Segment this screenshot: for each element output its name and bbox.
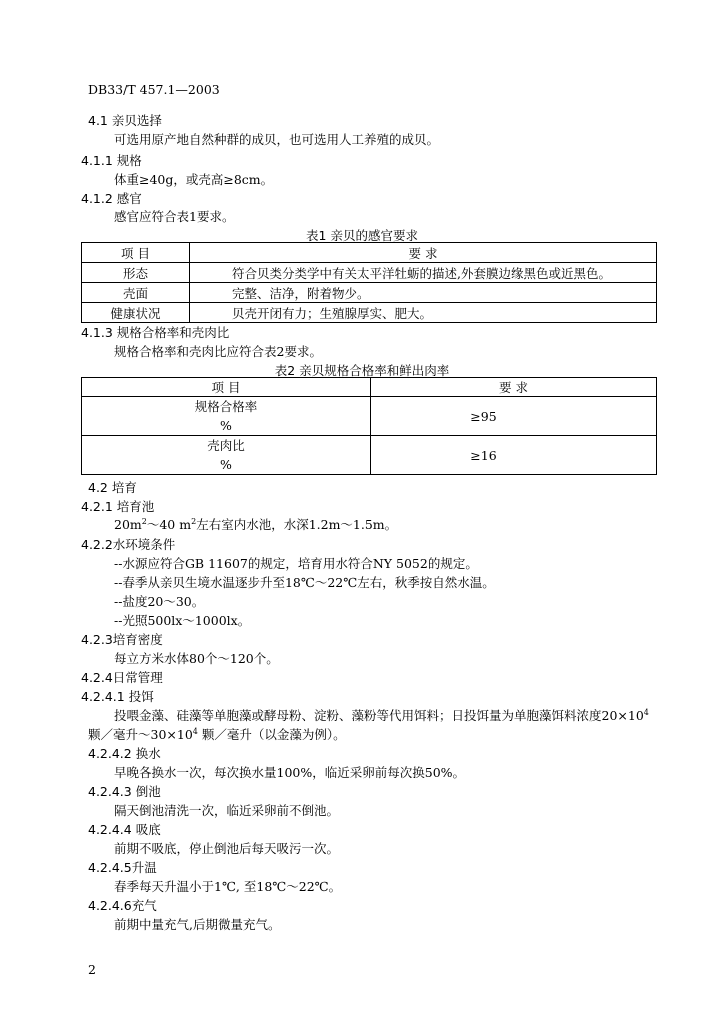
section-4-2-4-title: 4.2.4日常管理 bbox=[81, 670, 163, 685]
table-2-item-name: 规格合格率 bbox=[194, 399, 258, 414]
section-4-2-2-line: --春季从亲贝生境水温逐步升至18℃～22℃左右，秋季按自然水温。 bbox=[114, 575, 495, 590]
table-row bbox=[82, 263, 657, 283]
section-4-1-3-title: 4.1.3 规格合格率和壳肉比 bbox=[81, 325, 230, 340]
table-1-cell-item: 壳面 bbox=[82, 283, 190, 303]
table-1-cell-requirement: 符合贝类分类学中有关太平洋牡蛎的描述,外套膜边缘黑色或近黑色。 bbox=[190, 263, 657, 283]
table-2-item-name: 壳肉比 bbox=[207, 438, 245, 453]
section-4-2-2-line: --水源应符合GB 11607的规定，培育用水符合NY 5052的规定。 bbox=[114, 556, 478, 571]
section-4-1-2-title: 4.1.2 感官 bbox=[81, 191, 142, 206]
section-4-1-3-body: 规格合格率和壳肉比应符合表2要求。 bbox=[114, 344, 322, 359]
table-1-cell-item: 健康状况 bbox=[82, 303, 190, 323]
section-4-1-1-title: 4.1.1 规格 bbox=[81, 153, 142, 168]
table-2-item-unit: % bbox=[220, 457, 232, 472]
table-2-item-unit: % bbox=[220, 418, 232, 433]
table-row bbox=[82, 303, 657, 323]
table-row bbox=[82, 243, 657, 263]
section-4-1-title: 4.1 亲贝选择 bbox=[88, 113, 162, 128]
table-1 bbox=[81, 242, 657, 323]
superscript: 4 bbox=[643, 707, 649, 717]
section-4-2-4-1-line1 bbox=[114, 706, 649, 724]
text-run: 颗／毫升～30×10 bbox=[88, 727, 193, 742]
superscript: 2 bbox=[141, 516, 147, 526]
section-4-2-2-line: --盐度20～30。 bbox=[114, 594, 205, 609]
text-run: ～40 m bbox=[146, 517, 192, 532]
section-4-2-4-3-title: 4.2.4.3 倒池 bbox=[88, 784, 161, 799]
table-2 bbox=[81, 377, 657, 475]
document-code-header: DB33/T 457.1—2003 bbox=[88, 82, 220, 97]
section-4-2-4-1-title: 4.2.4.1 投饵 bbox=[81, 689, 154, 704]
page-number: 2 bbox=[88, 962, 96, 977]
section-4-1-1-body: 体重≥40g，或壳高≥8cm。 bbox=[114, 172, 274, 187]
section-4-2-4-5-body: 春季每天升温小于1℃, 至18℃～22℃。 bbox=[114, 879, 342, 894]
section-4-2-4-5-title: 4.2.4.5升温 bbox=[88, 860, 157, 875]
section-4-2-4-4-body: 前期不吸底，停止倒池后每天吸污一次。 bbox=[114, 841, 340, 856]
table-1-header-item: 项 目 bbox=[82, 243, 190, 263]
table-2-cell-value bbox=[371, 436, 657, 475]
table-2-cell-item bbox=[82, 397, 371, 436]
table-1-caption: 表1 亲贝的感官要求 bbox=[306, 228, 418, 243]
section-4-2-4-3-body: 隔天倒池清洗一次，临近采卵前不倒池。 bbox=[114, 803, 340, 818]
superscript: 2 bbox=[191, 516, 197, 526]
section-4-1-body: 可选用原产地自然种群的成贝，也可选用人工养殖的成贝。 bbox=[114, 132, 440, 147]
section-4-2-4-4-title: 4.2.4.4 吸底 bbox=[88, 822, 161, 837]
text-run: 左右室内水池，水深1.2m～1.5m。 bbox=[196, 517, 398, 532]
section-4-2-4-2-body: 早晚各换水一次，每次换水量100%，临近采卵前每次换50%。 bbox=[114, 765, 466, 780]
table-1-cell-item: 形态 bbox=[82, 263, 190, 283]
section-4-2-1-title: 4.2.1 培育池 bbox=[81, 499, 155, 514]
table-2-cell-value bbox=[371, 397, 657, 436]
table-2-cell-item bbox=[82, 436, 371, 475]
table-2-header-requirement: 要 求 bbox=[371, 378, 657, 397]
section-4-2-4-1-line2 bbox=[88, 725, 346, 743]
superscript: 4 bbox=[192, 726, 198, 736]
table-1-header-requirement: 要 求 bbox=[190, 243, 657, 263]
text-run: 颗／毫升（以金藻为例）。 bbox=[197, 727, 346, 742]
table-row bbox=[82, 378, 657, 397]
table-row bbox=[82, 283, 657, 303]
table-row bbox=[82, 436, 657, 475]
table-2-value: ≥95 bbox=[470, 408, 497, 424]
section-4-2-1-body bbox=[114, 515, 397, 533]
table-1-cell-requirement: 完整、洁净，附着物少。 bbox=[190, 283, 657, 303]
section-4-2-4-6-title: 4.2.4.6充气 bbox=[88, 898, 157, 913]
section-4-1-2-body: 感官应符合表1要求。 bbox=[114, 209, 235, 224]
table-1-cell-requirement: 贝壳开闭有力；生殖腺厚实、肥大。 bbox=[190, 303, 657, 323]
section-4-2-2-title: 4.2.2水环境条件 bbox=[81, 537, 176, 552]
table-2-caption: 表2 亲贝规格合格率和鲜出肉率 bbox=[274, 363, 450, 378]
text-run: 20m bbox=[114, 517, 142, 532]
section-4-2-3-title: 4.2.3培育密度 bbox=[81, 632, 163, 647]
section-4-2-2-line: --光照500lx～1000lx。 bbox=[114, 613, 251, 628]
table-2-header-item: 项 目 bbox=[82, 378, 371, 397]
table-2-value: ≥16 bbox=[470, 447, 497, 463]
table-row bbox=[82, 397, 657, 436]
text-run: 投喂金藻、硅藻等单胞藻或酵母粉、淀粉、藻粉等代用饵料；日投饵量为单胞藻饵料浓度20×10 bbox=[114, 708, 644, 723]
section-4-2-4-2-title: 4.2.4.2 换水 bbox=[88, 746, 161, 761]
section-4-2-3-body: 每立方米水体80个～120个。 bbox=[114, 651, 279, 666]
section-4-2-title: 4.2 培育 bbox=[88, 480, 137, 495]
section-4-2-4-6-body: 前期中量充气,后期微量充气。 bbox=[114, 917, 281, 932]
